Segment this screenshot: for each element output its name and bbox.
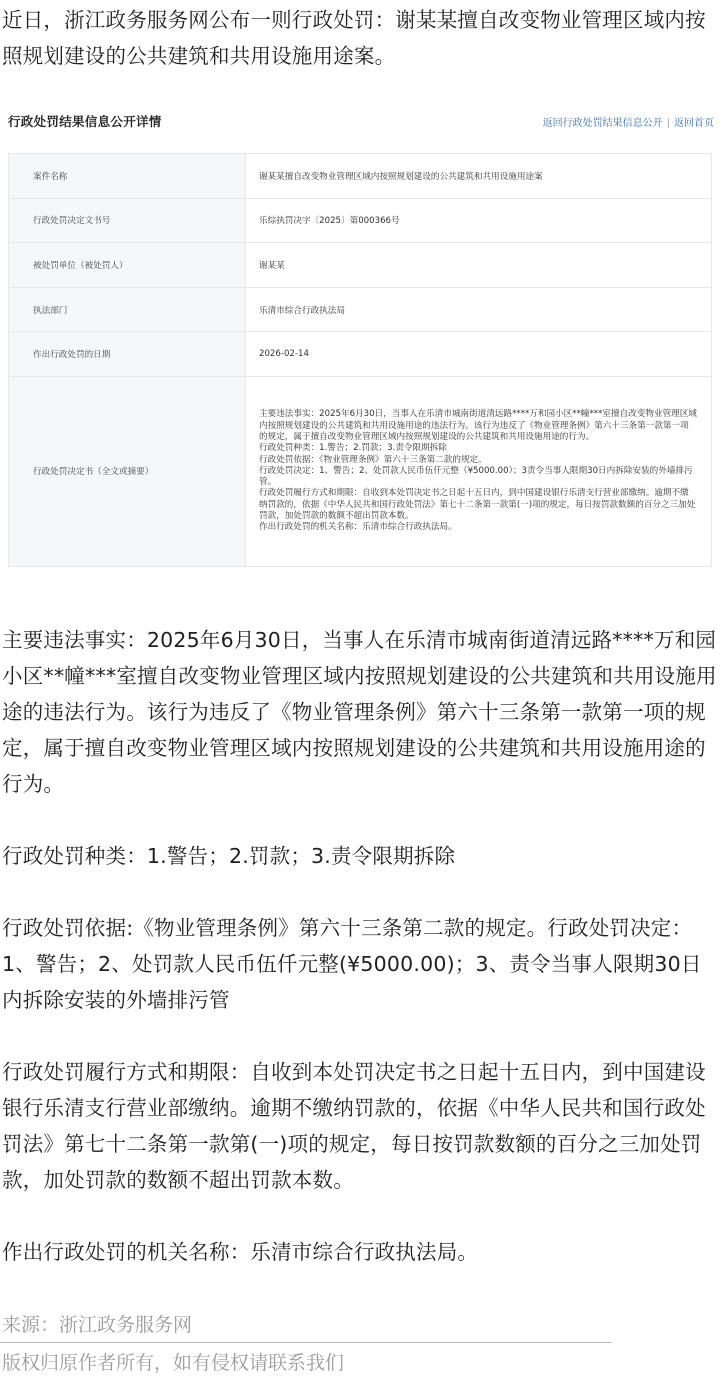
row-value-department: 乐清市综合行政执法局 (246, 287, 712, 332)
row-label-penalized-party: 被处罚单位（被处罚人） (9, 243, 246, 288)
row-value-case-name: 谢某某擅自改变物业管理区域内按照规划建设的公共建筑和共用设施用途案 (246, 154, 712, 199)
body-paragraph-payment: 行政处罚履行方式和期限：自收到本处罚决定书之日起十五日内，到中国建设银行乐清支行营业部缴纳。逾期不缴纳罚款的，依据《中华人民共和国行政处罚法》第七十二条第一款第(一)项的规定，每日按罚款数额的百分之三加处罚款，加处罚款的数额不超出罚款本数。 (2, 1060, 706, 1192)
decision-line-authority: 作出行政处罚的机关名称：乐清市综合行政执法局。 (259, 522, 457, 533)
row-label-doc-number: 行政处罚决定文书号 (9, 198, 246, 243)
body-paragraph-facts: 主要违法事实：2025年6月30日，当事人在乐清市城南街道清远路****万和园小区**幢***室擅自改变物业管理区域内按照规划建设的公共建筑和共用设施用途的违法行为。该行为违反了《物业管理条例》第六十三条第一款第一项的规定，属于擅自改变物业管理区域内按照规划建设的公共建筑和共用设施用途的行为。 (2, 628, 717, 796)
row-label-case-name: 案件名称 (9, 154, 246, 199)
row-value-decision (246, 376, 712, 566)
body-paragraph-basis-decision: 行政处罚依据:《物业管理条例》第六十三条第二款的规定。行政处罚决定：1、警告；2、处罚款人民币伍仟元整(¥5000.00)；3、责令当事人限期30日内拆除安装的外墙排污管 (2, 916, 702, 1012)
table-row (9, 154, 712, 199)
table-row (9, 376, 712, 566)
row-label-date: 作出行政处罚的日期 (9, 332, 246, 377)
card-links (543, 114, 714, 129)
info-table (8, 153, 712, 567)
body-paragraph-types: 行政处罚种类：1.警告；2.罚款；3.责令限期拆除 (2, 844, 456, 868)
back-to-list-link[interactable]: 返回行政处罚结果信息公开 (542, 118, 663, 129)
footer-divider (0, 1342, 612, 1343)
table-row (9, 243, 712, 288)
copyright-text: 版权归原作者所有，如有侵权请联系我们 (2, 1352, 345, 1374)
penalty-info-card (0, 92, 720, 580)
link-separator: | (666, 118, 670, 129)
decision-line-basis: 行政处罚依据：《物业管理条例》第六十三条第二款的规定。 (259, 454, 487, 465)
row-value-date: 2026-02-14 (246, 332, 712, 377)
table-row (9, 287, 712, 332)
table-row (9, 198, 712, 243)
intro-paragraph: 近日，浙江政务服务网公布一则行政处罚：谢某某擅自改变物业管理区域内按照规划建设的公共建筑和共用设施用途案。 (2, 8, 706, 68)
row-value-penalized-party: 谢某某 (246, 243, 712, 288)
row-value-doc-number: 乐综执罚决字〔2025〕第000366号 (246, 198, 712, 243)
decision-line-payment: 行政处罚履行方式和期限：自收到本处罚决定书之日起十五日内，到中国建设银行乐清支行营业部缴纳。逾期不缴纳罚款的，依据《中华人民共和国行政处罚法》第七十二条第一款第(一)项的规定，每日按罚款数额的百分之三加处罚款，加处罚款的数额不超出罚款本数。 (259, 488, 696, 521)
row-label-decision: 行政处罚决定书（全文或摘要） (9, 376, 246, 566)
source-text: 来源：浙江政务服务网 (2, 1314, 193, 1336)
article-body (2, 622, 718, 1270)
table-row (9, 332, 712, 377)
decision-line-decision: 行政处罚决定：1、警告；2、处罚款人民币伍仟元整（¥5000.00）；3责令当事人限期30日内拆除安装的外墙排污管。 (259, 465, 693, 488)
decision-line-types: 行政处罚种类：1.警告；2.罚款；3.责令限期拆除 (259, 443, 447, 454)
card-title: 行政处罚结果信息公开详情 (8, 114, 162, 129)
row-label-department: 执法部门 (9, 287, 246, 332)
body-paragraph-authority: 作出行政处罚的机关名称：乐清市综合行政执法局。 (2, 1240, 479, 1264)
card-header (8, 112, 714, 136)
back-home-link[interactable]: 返回首页 (674, 118, 714, 129)
decision-line-facts: 主要违法事实：2025年6月30日，当事人在乐清市城南街道清远路****万和园小区**幢***室擅自改变物业管理区域内按照规划建设的公共建筑和共用设施用途的违法行为。该行为违反了《物业管理条例》第六十三条第一款第一项的规定，属于擅自改变物业管理区域内按照规划建设的公共建筑和共用设施用途的行为。 (259, 409, 697, 442)
